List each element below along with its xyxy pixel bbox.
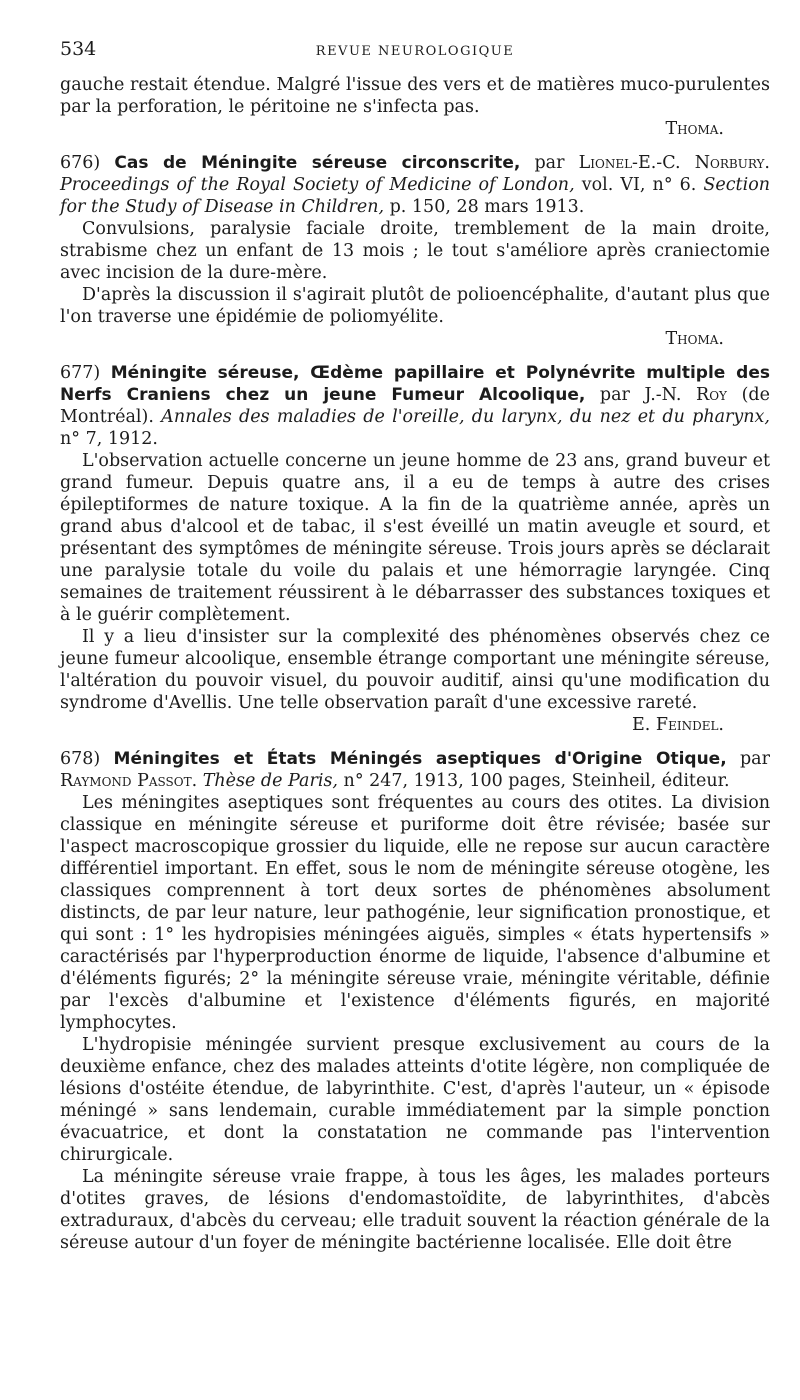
article-number: 678) — [60, 749, 101, 769]
article-source-section: Section for the Study of Disease in Children, — [60, 175, 770, 217]
article-source-detail: n° 7, 1912. — [60, 429, 158, 449]
article-by: par — [520, 153, 579, 173]
article-number: 677) — [60, 363, 101, 383]
article-number: 676) — [60, 153, 101, 173]
article-signature: E. Feindel. — [632, 715, 724, 735]
article-paragraph: Il y a lieu d'insister sur la complexité des phénomènes observés chez ce jeune fumeur alcoolique, ensemble étrange comportant une méningite séreuse, l'altération du pouvoir visuel, du pouvoir auditif, ainsi qu'une modification du syndrome d'Avellis. Une telle observation paraît d'une excessive rareté. — [60, 627, 770, 713]
article-by: par — [585, 385, 645, 405]
page-body — [60, 74, 770, 1254]
article-title: Cas de Méningite séreuse circonscrite, — [114, 153, 521, 173]
article-by: par — [726, 749, 770, 769]
article-author: J.-N. Roy — [644, 385, 727, 405]
article-source-detail: n° 247, 1913, 100 pages, Steinheil, éditeur. — [337, 771, 730, 791]
page-number: 534 — [60, 38, 97, 60]
article-title: Méningites et États Méningés aseptiques d'Origine Otique, — [113, 749, 727, 769]
article-677 — [60, 362, 770, 736]
article-source-detail: vol. VI, n° 6. — [574, 175, 697, 195]
article-heading — [60, 362, 770, 450]
article-paragraph: Convulsions, paralysie faciale droite, tremblement de la main droite, strabisme chez un enfant de 13 mois ; le tout s'améliore après craniectomie avec incision de la dure-mère. — [60, 219, 770, 283]
article-heading — [60, 748, 770, 792]
article-paragraph: D'après la discussion il s'agirait plutôt de polioencéphalite, d'autant plus que l'on traverse une épidémie de poliomyélite. — [60, 285, 770, 327]
article-title: Méningite séreuse, Œdème papillaire et Polynévrite multiple des Nerfs Craniens chez un jeune Fumeur Alcoolique, — [60, 363, 770, 405]
article-heading — [60, 152, 770, 218]
article-paragraph: L'hydropisie méningée survient presque exclusivement au cours de la deuxième enfance, chez des malades atteints d'otite légère, non compliquée de lésions d'ostéite étendue, de labyrinthite. C'est, d'après l'auteur, un « épisode méningé » sans lendemain, curable immédiatement par la simple ponction évacuatrice, et dont la constatation ne commande pas l'intervention chirurgicale. — [60, 1035, 770, 1165]
article-source: Proceedings of the Royal Society of Medicine of London, — [60, 175, 575, 195]
continuation-paragraph: gauche restait étendue. Malgré l'issue des vers et de matières muco-purulentes par la perforation, le péritoine ne s'infecta pas. — [60, 75, 770, 117]
running-title: REVUE NEUROLOGIQUE — [315, 44, 515, 59]
article-paragraph: Les méningites aseptiques sont fréquentes au cours des otites. La division classique en méningite séreuse et puriforme doit être révisée; basée sur l'aspect macroscopique grossier du liquide, elle ne repose sur aucun caractère différentiel important. En effet, sous le nom de méningite séreuse otogène, les classiques comprennent à tort deux sortes de phénomènes absolument distincts, de par leur nature, leur pathogénie, leur signification pronostique, et qui sont : 1° les hydropisies méningées aiguës, simples « états hypertensifs » caractérisés par l'hyperproduction énorme de liquide, l'absence d'albumine et d'éléments figurés; 2° la méningite séreuse vraie, méningite véritable, définie par l'excès d'albumine et l'existence d'éléments figurés, en majorité lymphocytes. — [60, 793, 770, 1033]
article-source: Thèse de Paris, — [197, 771, 338, 791]
article-paragraph: L'observation actuelle concerne un jeune homme de 23 ans, grand buveur et grand fumeur. Depuis quatre ans, il a eu de temps à autre des crises épileptiformes de nature toxique. A la fin de la quatrième année, après un grand abus d'alcool et de tabac, il s'est éveillé un matin aveugle et sourd, et présentant des symptômes de méningite séreuse. Trois jours après se déclarait une paralysie totale du voile du palais et une hémorragie laryngée. Cinq semaines de traitement réussirent à le débarrasser des substances toxiques et à le guérir complètement. — [60, 451, 770, 625]
continuation-signature: Thoma. — [665, 119, 724, 139]
article-source: Annales des maladies de l'oreille, du larynx, du nez et du pharynx, — [153, 407, 770, 427]
article-signature: Thoma. — [665, 329, 724, 349]
article-author: Lionel-E.-C. Norbury. — [578, 153, 770, 173]
article-source-origin: (de Montréal). — [60, 385, 770, 427]
page-header — [60, 38, 770, 74]
article-676 — [60, 152, 770, 350]
article-source-date: p. 150, 28 mars 1913. — [384, 197, 585, 217]
article-678 — [60, 748, 770, 1254]
article-paragraph: La méningite séreuse vraie frappe, à tous les âges, les malades porteurs d'otites graves, de lésions d'endomastoïdite, de labyrinthites, d'abcès extraduraux, d'abcès du cerveau; elle traduit souvent la réaction générale de la séreuse autour d'un foyer de méningite bactérienne localisée. Elle doit être — [60, 1167, 770, 1253]
article-author: Raymond Passot. — [60, 771, 198, 791]
